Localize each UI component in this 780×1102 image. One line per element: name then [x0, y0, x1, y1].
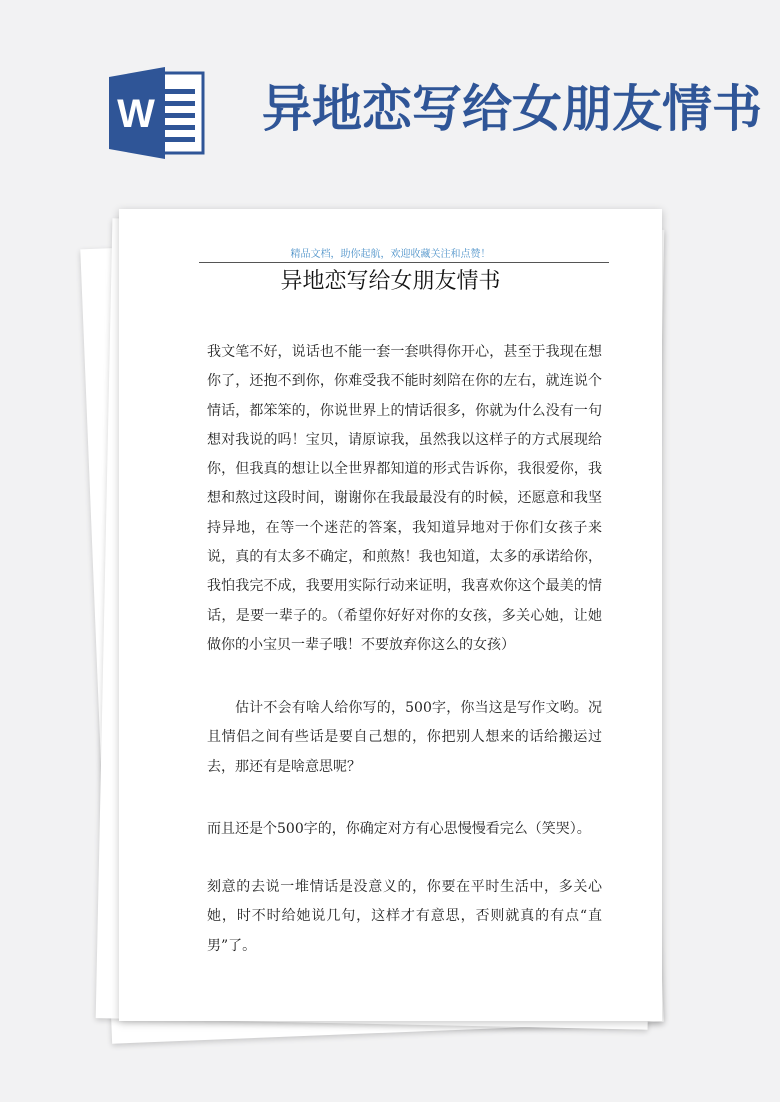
paragraph-3: 而且还是个500字的，你确定对方有心思慢慢看完么（笑哭）。: [207, 821, 591, 837]
word-logo-letter: W: [117, 92, 155, 136]
header-divider: [199, 262, 609, 263]
page-header-note: 精品文档，助你起航，欢迎收藏关注和点赞！: [290, 249, 491, 260]
paragraph-4: 刻意的去说一堆情话是没意义的，你要在平时生活中，多关心她，时不时给她说几句，这样才有意思，否则就真的有点“直男”了。: [207, 879, 602, 954]
document-title: 异地恋写给女朋友情书: [280, 269, 501, 294]
paragraph-1: 我文笔不好，说话也不能一套一套哄得你开心，甚至于我现在想你了，还抱不到你，你难受我不能时刻陪在你的左右，就连说个情话，都笨笨的，你说世界上的情话很多，你就为什么没有一句想对我说的吗！宝贝，请原谅我，虽然我以这样子的方式展现给你，但我真的想让以全世界都知道的形式告诉你，我很爱你，我想和熬过这段时间，谢谢你在我最最没有的时候，还愿意和我坚持异地，在等一个迷茫的答案，我知道异地对于你们女孩子来说，真的有太多不确定，和煎熬！我也知道，太多的承诺给你，我怕我完不成，我要用实际行动来证明，我喜欢你这个最美的情话，是要一辈子的。（希望你好好对你的女孩，多关心她，让她做你的小宝贝一辈子哦！不要放弃你这么的女孩）: [207, 344, 602, 653]
document-page: [119, 209, 662, 1021]
header-banner: [0, 0, 780, 190]
word-doc-icon: [109, 67, 209, 159]
banner-title: 异地恋写给女朋友情书: [262, 80, 762, 138]
paragraph-2: 估计不会有啥人给你写的，500字，你当这是写作文哟。况且情侣之间有些话是要自己想的，你把别人想来的话给搬运过去，那还有是啥意思呢？: [207, 700, 602, 775]
